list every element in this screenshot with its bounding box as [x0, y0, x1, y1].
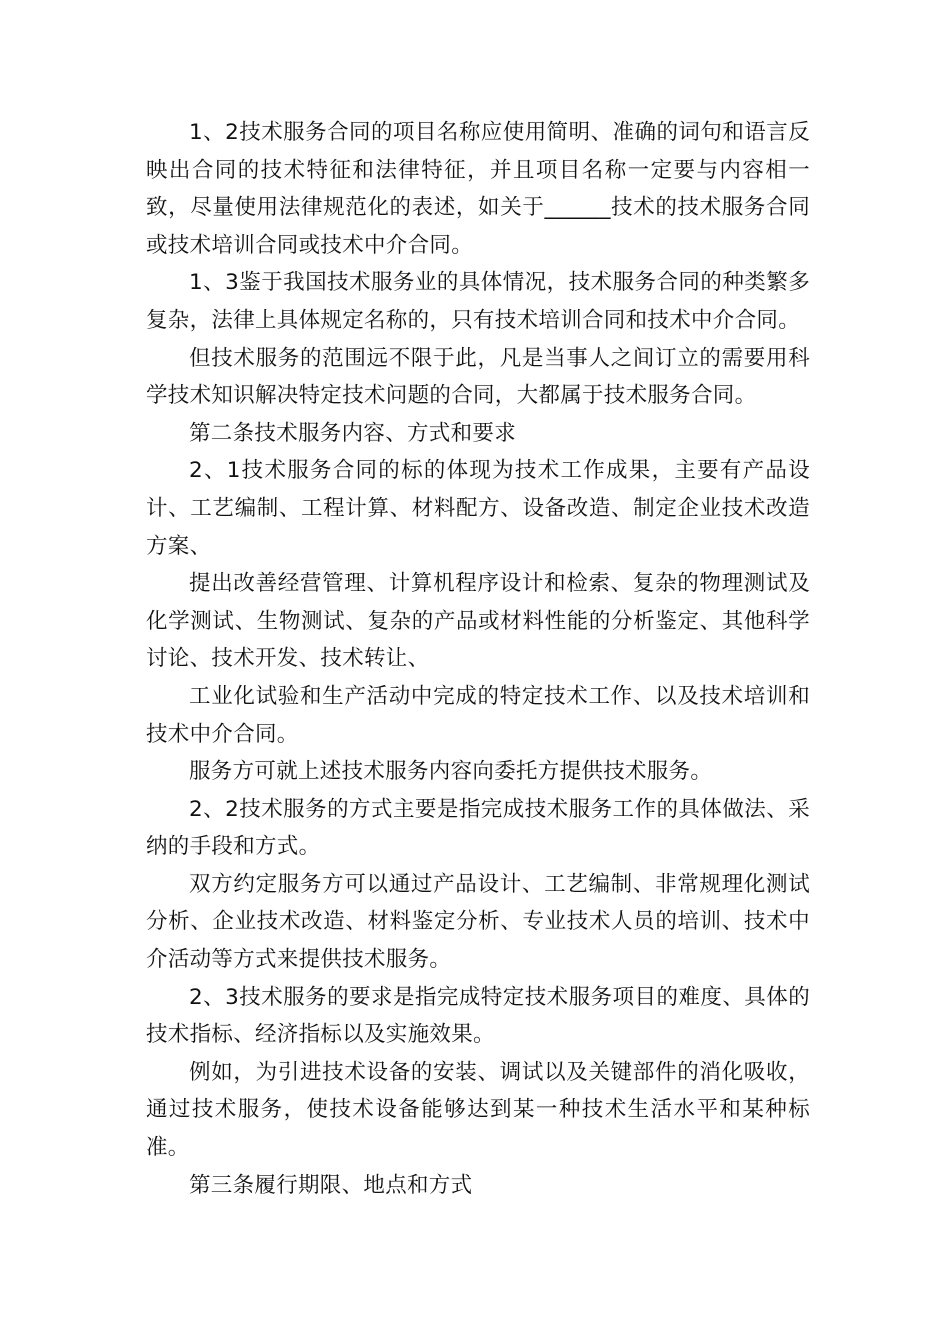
paragraph-contract-types: 1、3鉴于我国技术服务业的具体情况，技术服务合同的种类繁多复杂，法律上具体规定名称的，只有技术培训合同和技术中介合同。 — [146, 270, 810, 333]
paragraph-subject-matter: 2、1技术服务合同的标的体现为技术工作成果，主要有产品设计、工艺编制、工程计算、材料配方、设备改造、制定企业技术改造方案、 — [146, 458, 810, 559]
paragraph-industrial-trials: 工业化试验和生产活动中完成的特定技术工作、以及技术培训和技术中介合同。 — [146, 683, 810, 747]
paragraph-subject-matter-cont: 提出改善经营管理、计算机程序设计和检索、复杂的物理测试及化学测试、生物测试、复杂的产品或材料性能的分析鉴定、其他科学讨论、技术开发、技术转让、 — [146, 571, 810, 672]
paragraph-example: 例如，为引进技术设备的安装、调试以及关键部件的消化吸收，通过技术服务，使技术设备能够达到某一种技术生活水平和某种标准。 — [146, 1059, 810, 1161]
paragraph-service-requirements: 2、3技术服务的要求是指完成特定技术服务项目的难度、具体的技术指标、经济指标以及实施效果。 — [146, 984, 810, 1048]
paragraph-service-scope: 但技术服务的范围远不限于此，凡是当事人之间订立的需要用科学技术知识解决特定技术问题的合同，大都属于技术服务合同。 — [146, 345, 810, 409]
paragraph-item-name: 1、2技术服务合同的项目名称应使用简明、准确的词句和语言反映出合同的技术特征和法律特征，并且项目名称一定要与内容相一致，尽量使用法律规范化的表述，如关于______技术的技术服务合同或技术培训合同或技术中介合同。 — [146, 120, 810, 258]
document-body — [146, 114, 810, 1204]
paragraph-agreed-methods: 双方约定服务方可以通过产品设计、工艺编制、非常规理化测试分析、企业技术改造、材料鉴定分析、专业技术人员的培训、技术中介活动等方式来提供技术服务。 — [146, 871, 810, 973]
paragraph-service-method: 2、2技术服务的方式主要是指完成技术服务工作的具体做法、采纳的手段和方式。 — [146, 796, 810, 860]
section-heading-article-3: 第三条履行期限、地点和方式 — [189, 1172, 473, 1198]
paragraph-service-provision: 服务方可就上述技术服务内容向委托方提供技术服务。 — [189, 759, 713, 785]
section-heading-article-2: 第二条技术服务内容、方式和要求 — [189, 420, 517, 446]
